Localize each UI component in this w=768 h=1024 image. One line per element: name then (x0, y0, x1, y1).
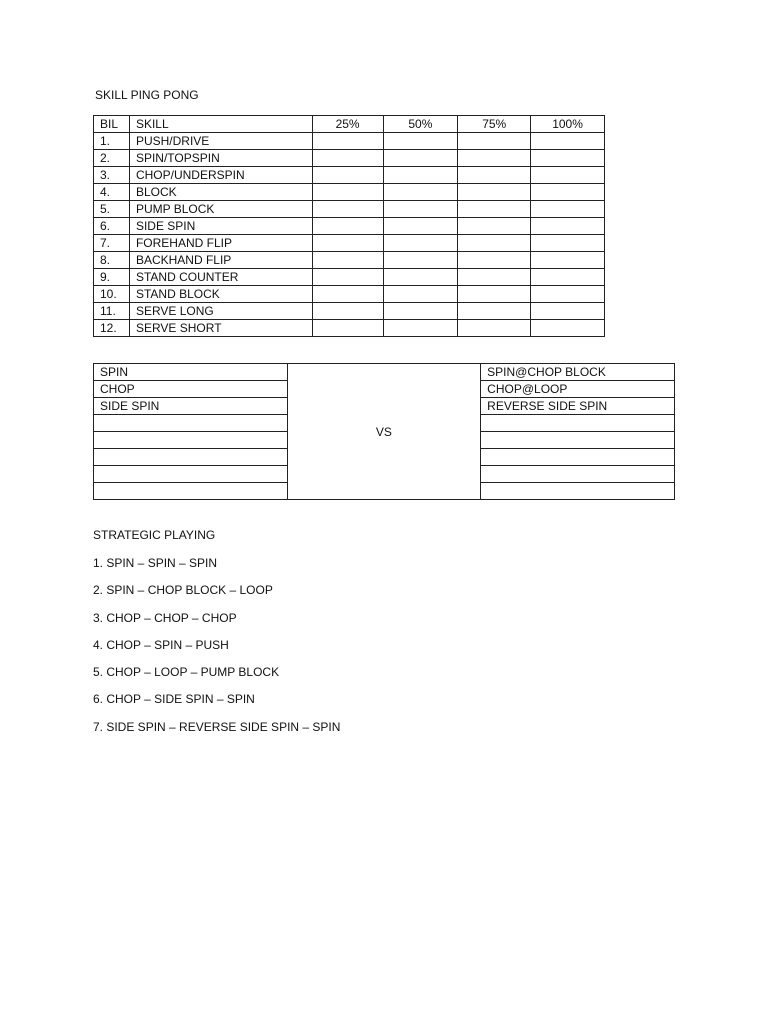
rating-cell-75-percent (458, 269, 531, 286)
rating-cell-100-percent (531, 320, 605, 337)
list-item: 6. CHOP – SIDE SPIN – SPIN (93, 692, 255, 707)
skill-cell: FOREHAND FLIP (129, 235, 312, 252)
table-row (94, 269, 605, 286)
document-title: SKILL PING PONG (95, 88, 199, 102)
rating-cell-75-percent (458, 150, 531, 167)
header-skill: SKILL (129, 116, 312, 133)
rating-cell-100-percent (531, 235, 605, 252)
bil-cell: 1. (94, 133, 130, 150)
rating-cell-25-percent (312, 286, 383, 303)
rating-cell-50-percent (383, 252, 458, 269)
left-technique-cell (94, 449, 288, 466)
bil-cell: 12. (94, 320, 130, 337)
list-item: 5. CHOP – LOOP – PUMP BLOCK (93, 665, 280, 680)
skill-table (93, 115, 605, 337)
header-50-percent: 50% (383, 116, 458, 133)
list-item: 2. SPIN – CHOP BLOCK – LOOP (93, 583, 273, 598)
skill-cell: SERVE LONG (129, 303, 312, 320)
bil-cell: 2. (94, 150, 130, 167)
left-technique-cell (94, 483, 288, 500)
rating-cell-50-percent (383, 235, 458, 252)
skill-cell: BLOCK (129, 184, 312, 201)
rating-cell-100-percent (531, 167, 605, 184)
skill-cell: STAND BLOCK (129, 286, 312, 303)
skill-cell: BACKHAND FLIP (129, 252, 312, 269)
left-technique-cell: SPIN (94, 364, 288, 381)
bil-cell: 11. (94, 303, 130, 320)
left-technique-cell: SIDE SPIN (94, 398, 288, 415)
versus-table (93, 363, 675, 500)
table-row (94, 150, 605, 167)
right-technique-cell (481, 466, 675, 483)
rating-cell-100-percent (531, 201, 605, 218)
versus-row (94, 364, 675, 381)
table-row (94, 252, 605, 269)
table-row (94, 167, 605, 184)
rating-cell-25-percent (312, 235, 383, 252)
list-item: 7. SIDE SPIN – REVERSE SIDE SPIN – SPIN (93, 719, 341, 734)
rating-cell-25-percent (312, 167, 383, 184)
header-100-percent: 100% (531, 116, 605, 133)
rating-cell-50-percent (383, 167, 458, 184)
bil-cell: 6. (94, 218, 130, 235)
left-technique-cell: CHOP (94, 381, 288, 398)
rating-cell-100-percent (531, 184, 605, 201)
left-technique-cell (94, 466, 288, 483)
rating-cell-75-percent (458, 320, 531, 337)
table-row (94, 286, 605, 303)
rating-cell-50-percent (383, 150, 458, 167)
table-row (94, 184, 605, 201)
rating-cell-75-percent (458, 218, 531, 235)
table-row (94, 218, 605, 235)
header-bil: BIL (94, 116, 130, 133)
rating-cell-25-percent (312, 133, 383, 150)
skill-cell: PUMP BLOCK (129, 201, 312, 218)
skill-cell: SERVE SHORT (129, 320, 312, 337)
right-technique-cell: CHOP@LOOP (481, 381, 675, 398)
skill-cell: CHOP/UNDERSPIN (129, 167, 312, 184)
right-technique-cell: REVERSE SIDE SPIN (481, 398, 675, 415)
table-row (94, 235, 605, 252)
table-row (94, 133, 605, 150)
rating-cell-50-percent (383, 286, 458, 303)
rating-cell-25-percent (312, 269, 383, 286)
rating-cell-100-percent (531, 269, 605, 286)
skill-cell: PUSH/DRIVE (129, 133, 312, 150)
table-header-row (94, 116, 605, 133)
rating-cell-50-percent (383, 303, 458, 320)
rating-cell-75-percent (458, 286, 531, 303)
rating-cell-25-percent (312, 320, 383, 337)
rating-cell-100-percent (531, 286, 605, 303)
list-item: 1. SPIN – SPIN – SPIN (93, 556, 218, 570)
rating-cell-100-percent (531, 303, 605, 320)
rating-cell-100-percent (531, 218, 605, 235)
versus-table-body (94, 364, 675, 500)
left-technique-cell (94, 432, 288, 449)
skill-cell: SPIN/TOPSPIN (129, 150, 312, 167)
skill-table-body (94, 133, 605, 337)
bil-cell: 9. (94, 269, 130, 286)
rating-cell-75-percent (458, 303, 531, 320)
right-technique-cell (481, 415, 675, 432)
bil-cell: 3. (94, 167, 130, 184)
table-row (94, 303, 605, 320)
rating-cell-100-percent (531, 252, 605, 269)
rating-cell-25-percent (312, 218, 383, 235)
rating-cell-100-percent (531, 150, 605, 167)
left-technique-cell (94, 415, 288, 432)
rating-cell-25-percent (312, 303, 383, 320)
bil-cell: 5. (94, 201, 130, 218)
bil-cell: 10. (94, 286, 130, 303)
skill-cell: STAND COUNTER (129, 269, 312, 286)
strategy-list (93, 556, 340, 747)
rating-cell-50-percent (383, 184, 458, 201)
right-technique-cell (481, 449, 675, 466)
right-technique-cell (481, 483, 675, 500)
rating-cell-75-percent (458, 252, 531, 269)
bil-cell: 7. (94, 235, 130, 252)
rating-cell-25-percent (312, 184, 383, 201)
skill-cell: SIDE SPIN (129, 218, 312, 235)
rating-cell-75-percent (458, 133, 531, 150)
rating-cell-50-percent (383, 133, 458, 150)
rating-cell-50-percent (383, 218, 458, 235)
rating-cell-75-percent (458, 201, 531, 218)
rating-cell-75-percent (458, 235, 531, 252)
rating-cell-25-percent (312, 201, 383, 218)
rating-cell-25-percent (312, 150, 383, 167)
right-technique-cell: SPIN@CHOP BLOCK (481, 364, 675, 381)
list-item: 4. CHOP – SPIN – PUSH (93, 637, 229, 652)
header-25-percent: 25% (312, 116, 383, 133)
rating-cell-75-percent (458, 167, 531, 184)
right-technique-cell (481, 432, 675, 449)
header-75-percent: 75% (458, 116, 531, 133)
rating-cell-50-percent (383, 320, 458, 337)
rating-cell-75-percent (458, 184, 531, 201)
vs-label: VS (287, 364, 481, 500)
strategy-heading: STRATEGIC PLAYING (93, 528, 216, 542)
table-row (94, 320, 605, 337)
rating-cell-50-percent (383, 201, 458, 218)
table-row (94, 201, 605, 218)
rating-cell-25-percent (312, 252, 383, 269)
rating-cell-50-percent (383, 269, 458, 286)
list-item: 3. CHOP – CHOP – CHOP (93, 610, 237, 625)
bil-cell: 8. (94, 252, 130, 269)
bil-cell: 4. (94, 184, 130, 201)
rating-cell-100-percent (531, 133, 605, 150)
